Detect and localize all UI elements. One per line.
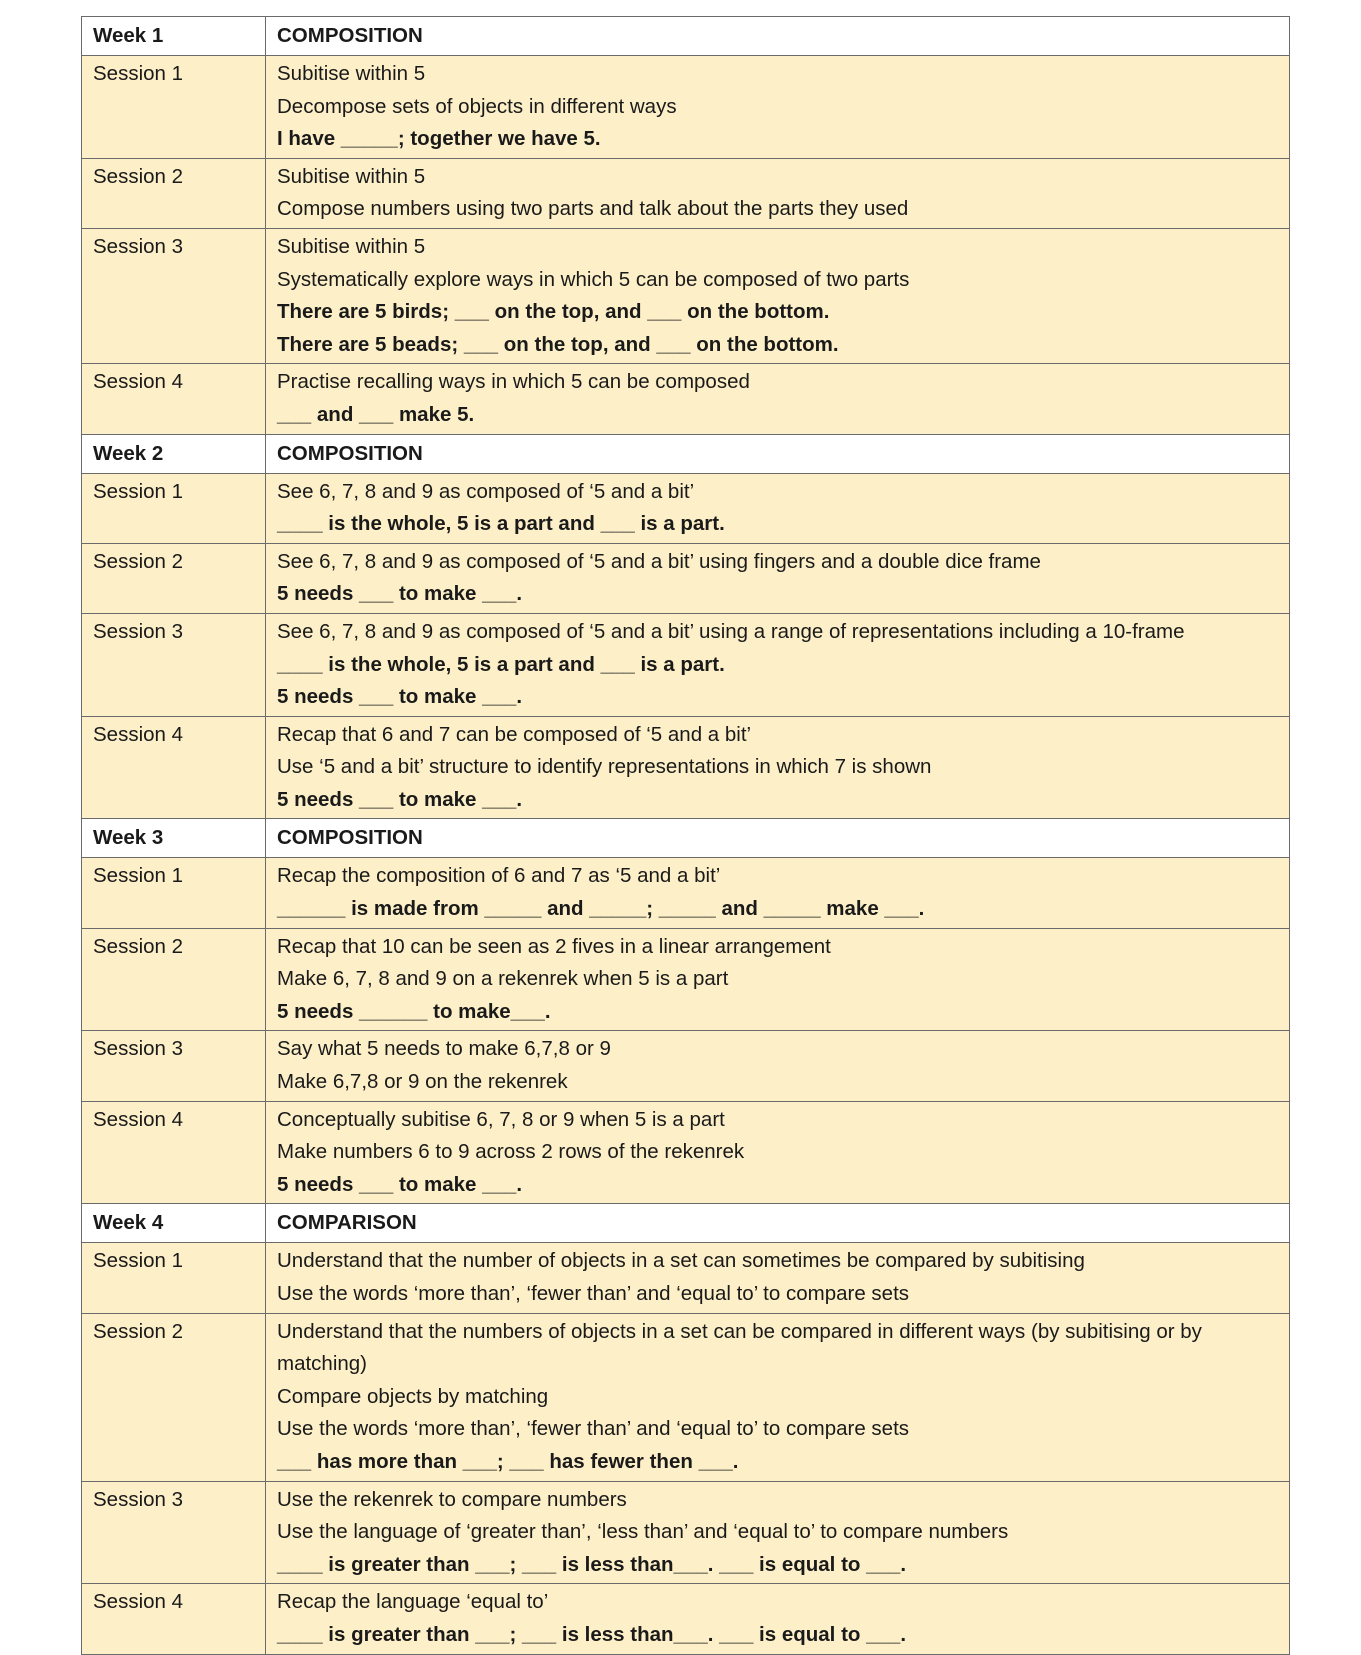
sentence-stem: There are 5 beads; ___ on the top, and ___ on the bottom. <box>277 332 839 356</box>
learning-objective: Recap the language ‘equal to’ <box>277 1590 549 1614</box>
sentence-stem: 5 needs ___ to make ___. <box>277 787 523 811</box>
session-label: Session 3 <box>82 1031 266 1101</box>
session-label: Session 3 <box>82 1481 266 1584</box>
session-label: Session 2 <box>82 543 266 613</box>
sentence-stem: ______ is made from _____ and _____; _____ and _____ make ___. <box>277 897 925 921</box>
session-row <box>82 1031 1290 1101</box>
session-content <box>266 158 1290 228</box>
session-content <box>266 1101 1290 1204</box>
session-content <box>266 473 1290 543</box>
session-content <box>266 364 1290 434</box>
session-label: Session 3 <box>82 613 266 716</box>
session-row <box>82 928 1290 1031</box>
learning-objective: Use the words ‘more than’, ‘fewer than’ and ‘equal to’ to compare sets <box>277 1282 910 1305</box>
session-content <box>266 858 1290 928</box>
learning-objective: Conceptually subitise 6, 7, 8 or 9 when 5 is a part <box>277 1107 725 1131</box>
sentence-stem: ___ has more than ___; ___ has fewer then ___. <box>277 1449 739 1473</box>
week-topic: COMPOSITION <box>266 434 1290 473</box>
sentence-stem: I have _____; together we have 5. <box>277 127 601 151</box>
session-label: Session 2 <box>82 1313 266 1481</box>
sentence-stem: 5 needs ___ to make ___. <box>277 685 523 709</box>
session-label: Session 2 <box>82 928 266 1031</box>
session-content <box>266 928 1290 1031</box>
session-row <box>82 56 1290 159</box>
learning-objective: Make numbers 6 to 9 across 2 rows of the rekenrek <box>277 1140 745 1164</box>
session-label: Session 1 <box>82 1243 266 1313</box>
session-content <box>266 56 1290 159</box>
session-row <box>82 1584 1290 1654</box>
sentence-stem: There are 5 birds; ___ on the top, and ___ on the bottom. <box>277 300 830 324</box>
session-row <box>82 228 1290 363</box>
learning-objective: Subitise within 5 <box>277 234 426 258</box>
learning-objective: Decompose sets of objects in different ways <box>277 94 677 118</box>
week-header-row <box>82 819 1290 858</box>
learning-objective: See 6, 7, 8 and 9 as composed of ‘5 and a bit’ <box>277 479 695 503</box>
learning-objective: Understand that the numbers of objects in a set can be compared in different ways (by subitising or by matching) <box>277 1319 1202 1376</box>
learning-objective: Understand that the number of objects in a set can sometimes be compared by subitising <box>277 1249 1085 1273</box>
week-label: Week 4 <box>82 1204 266 1243</box>
session-label: Session 1 <box>82 56 266 159</box>
learning-objective: Use the rekenrek to compare numbers <box>277 1487 627 1511</box>
learning-objective: Subitise within 5 <box>277 62 426 85</box>
week-label: Week 3 <box>82 819 266 858</box>
sentence-stem: 5 needs ___ to make ___. <box>277 1172 523 1196</box>
session-row <box>82 473 1290 543</box>
session-row <box>82 1243 1290 1313</box>
session-label: Session 4 <box>82 1101 266 1204</box>
session-row <box>82 716 1290 819</box>
week-label: Week 2 <box>82 434 266 473</box>
session-label: Session 2 <box>82 158 266 228</box>
learning-objective: Use the words ‘more than’, ‘fewer than’ and ‘equal to’ to compare sets <box>277 1417 910 1441</box>
session-content <box>266 1313 1290 1481</box>
sentence-stem: ___ and ___ make 5. <box>277 402 475 426</box>
learning-objective: Make 6,7,8 or 9 on the rekenrek <box>277 1070 568 1094</box>
session-row <box>82 1313 1290 1481</box>
learning-objective: Practise recalling ways in which 5 can be composed <box>277 370 750 394</box>
week-topic: COMPOSITION <box>266 819 1290 858</box>
session-content <box>266 1031 1290 1101</box>
sentence-stem: ____ is the whole, 5 is a part and ___ is a part. <box>277 652 725 676</box>
session-row <box>82 158 1290 228</box>
learning-objective: See 6, 7, 8 and 9 as composed of ‘5 and a bit’ using fingers and a double dice frame <box>277 549 1041 573</box>
learning-objective: Say what 5 needs to make 6,7,8 or 9 <box>277 1037 611 1061</box>
week-topic: COMPOSITION <box>266 17 1290 56</box>
lesson-plan-table <box>81 16 1290 1655</box>
session-row <box>82 364 1290 434</box>
session-content <box>266 1243 1290 1313</box>
session-label: Session 4 <box>82 364 266 434</box>
learning-objective: Recap the composition of 6 and 7 as ‘5 and a bit’ <box>277 864 721 888</box>
learning-objective: Recap that 10 can be seen as 2 fives in a linear arrangement <box>277 934 831 958</box>
session-content <box>266 1481 1290 1584</box>
session-label: Session 1 <box>82 858 266 928</box>
session-content <box>266 228 1290 363</box>
learning-objective: Make 6, 7, 8 and 9 on a rekenrek when 5 is a part <box>277 967 729 991</box>
session-content <box>266 1584 1290 1654</box>
learning-objective: Systematically explore ways in which 5 can be composed of two parts <box>277 267 910 291</box>
sentence-stem: 5 needs ___ to make ___. <box>277 582 523 606</box>
session-label: Session 4 <box>82 716 266 819</box>
week-header-row <box>82 17 1290 56</box>
session-row <box>82 858 1290 928</box>
session-label: Session 4 <box>82 1584 266 1654</box>
week-header-row <box>82 434 1290 473</box>
learning-objective: Use ‘5 and a bit’ structure to identify representations in which 7 is shown <box>277 755 932 779</box>
sentence-stem: 5 needs ______ to make___. <box>277 999 551 1023</box>
session-row <box>82 1481 1290 1584</box>
session-content <box>266 716 1290 819</box>
session-content <box>266 613 1290 716</box>
learning-objective: Recap that 6 and 7 can be composed of ‘5 and a bit’ <box>277 722 752 746</box>
session-content <box>266 543 1290 613</box>
learning-objective: Subitise within 5 <box>277 164 426 188</box>
learning-objective: See 6, 7, 8 and 9 as composed of ‘5 and a bit’ using a range of representations including a 10-frame <box>277 619 1185 643</box>
week-topic: COMPARISON <box>266 1204 1290 1243</box>
learning-objective: Compare objects by matching <box>277 1384 549 1408</box>
sentence-stem: ____ is the whole, 5 is a part and ___ is a part. <box>277 512 725 536</box>
week-header-row <box>82 1204 1290 1243</box>
week-label: Week 1 <box>82 17 266 56</box>
session-label: Session 3 <box>82 228 266 363</box>
learning-objective: Use the language of ‘greater than’, ‘less than’ and ‘equal to’ to compare numbers <box>277 1520 1009 1544</box>
session-row <box>82 613 1290 716</box>
session-row <box>82 543 1290 613</box>
sentence-stem: ____ is greater than ___; ___ is less than___. ___ is equal to ___. <box>277 1622 907 1646</box>
sentence-stem: ____ is greater than ___; ___ is less than___. ___ is equal to ___. <box>277 1552 907 1576</box>
session-row <box>82 1101 1290 1204</box>
session-label: Session 1 <box>82 473 266 543</box>
learning-objective: Compose numbers using two parts and talk about the parts they used <box>277 197 909 221</box>
